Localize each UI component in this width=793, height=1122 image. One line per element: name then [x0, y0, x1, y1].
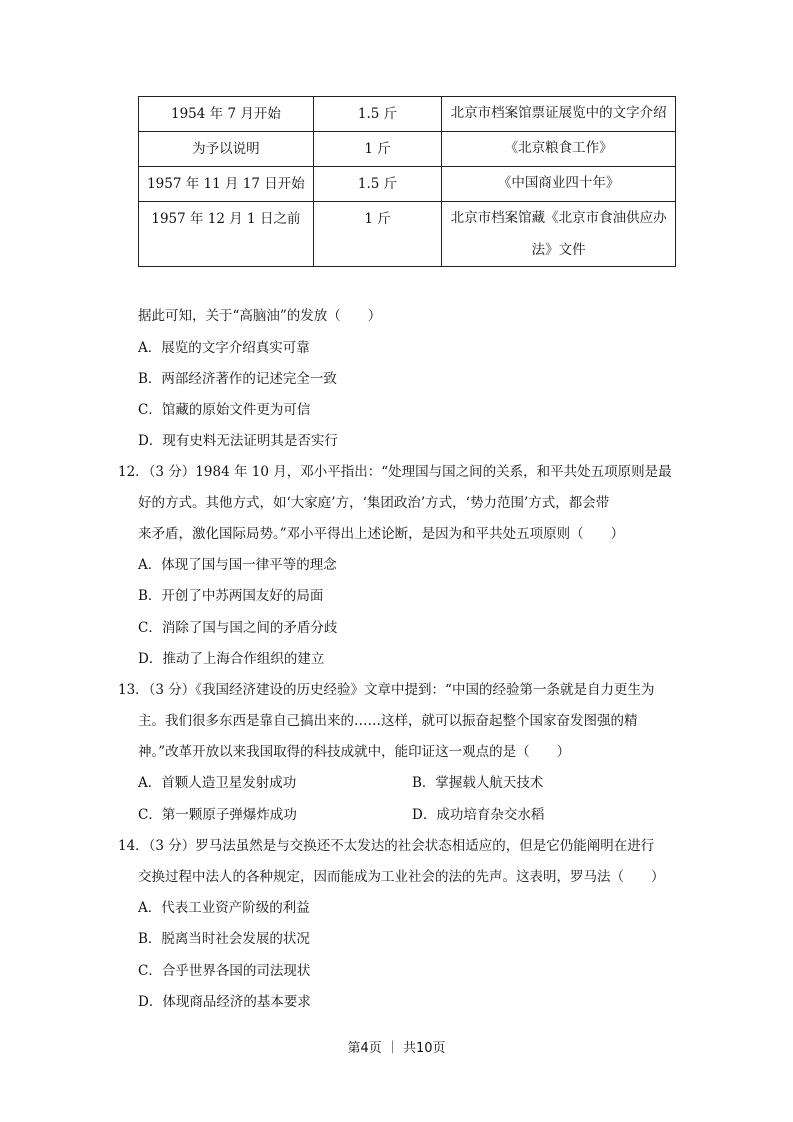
q12-option-d: D．推动了上海合作组织的建立 — [138, 651, 325, 667]
q14-option-d: D．体现商品经济的基本要求 — [138, 994, 311, 1010]
table-cell-period: 1954 年 7 月开始 — [139, 97, 314, 132]
table-cell-amount: 1 斤 — [313, 202, 441, 267]
q14-option-a: A．代表工业资产阶级的利益 — [138, 900, 310, 916]
table-cell-amount: 1.5 斤 — [313, 167, 441, 202]
q11-option-d: D．现有史料无法证明其是否实行 — [138, 433, 338, 449]
table-row — [139, 167, 676, 202]
q13-stem-line-3: 神。”改革开放以来我国取得的科技成就中，能印证这一观点的是（ ） — [138, 744, 571, 760]
table-cell-source: 《北京粮食工作》 — [442, 132, 676, 167]
q11-stem: 据此可知，关于“高脑油”的发放（ ） — [138, 308, 382, 324]
q14-option-c: C．合乎世界各国的司法现状 — [138, 963, 311, 979]
q12-stem-line-3: 来矛盾，激化国际局势。”邓小平得出上述论断，是因为和平共处五项原则（ ） — [138, 526, 625, 542]
q12-stem-line-2: 好的方式。其他方式，如‘大家庭’方，‘集团政治’方式，‘势力范围’方式，都会带 — [138, 495, 610, 511]
table-cell-amount: 1 斤 — [313, 132, 441, 167]
table-cell-amount: 1.5 斤 — [313, 97, 441, 132]
q14-option-b: B．脱离当时社会发展的状况 — [138, 931, 310, 947]
table-cell-source: 《中国商业四十年》 — [442, 167, 676, 202]
source-table — [138, 96, 676, 267]
table-cell-period: 为予以说明 — [139, 132, 314, 167]
q14-stem-line-1: 14．（3 分）罗马法虽然是与交换还不太发达的社会状态相适应的，但是它仍能阐明在进行 — [118, 838, 655, 854]
q13-option-c: C．第一颗原子弹爆炸成功 — [138, 807, 297, 823]
q11-option-a: A．展览的文字介绍真实可靠 — [138, 340, 310, 356]
q12-option-b: B．开创了中苏两国友好的局面 — [138, 588, 324, 604]
q11-option-c: C．馆藏的原始文件更为可信 — [138, 402, 311, 418]
table-cell-period: 1957 年 11 月 17 日开始 — [139, 167, 314, 202]
table-row — [139, 97, 676, 132]
table-row — [139, 132, 676, 167]
table-cell-source: 北京市档案馆藏《北京市食油供应办法》文件 — [442, 202, 676, 267]
q13-stem-line-2: 主。我们很多东西是靠自己搞出来的……这样，就可以振奋起整个国家奋发图强的精 — [138, 713, 638, 729]
q13-option-d: D．成功培育杂交水稻 — [412, 807, 545, 823]
q13-option-a: A．首颗人造卫星发射成功 — [138, 775, 297, 791]
q12-option-c: C．消除了国与国之间的矛盾分歧 — [138, 620, 338, 636]
page-footer: 第4页 ｜ 共10页 — [347, 1041, 446, 1056]
q12-option-a: A．体现了国与国一律平等的理念 — [138, 557, 337, 573]
q13-stem-line-1: 13．（3 分）《我国经济建设的历史经验》文章中提到：“中国的经验第一条就是自力更生为 — [118, 682, 655, 698]
table-row — [139, 202, 676, 267]
q12-stem-line-1: 12．（3 分）1984 年 10 月，邓小平指出：“处理国与国之间的关系，和平共处五项原则是最 — [118, 464, 672, 480]
table-cell-source: 北京市档案馆票证展览中的文字介绍 — [442, 97, 676, 132]
q13-option-b: B．掌握载人航天技术 — [412, 775, 544, 791]
q11-option-b: B．两部经济著作的记述完全一致 — [138, 371, 337, 387]
table-cell-period: 1957 年 12 月 1 日之前 — [139, 202, 314, 267]
q14-stem-line-2: 交换过程中法人的各种规定，因而能成为工业社会的法的先声。这表明，罗马法（ ） — [138, 869, 665, 885]
